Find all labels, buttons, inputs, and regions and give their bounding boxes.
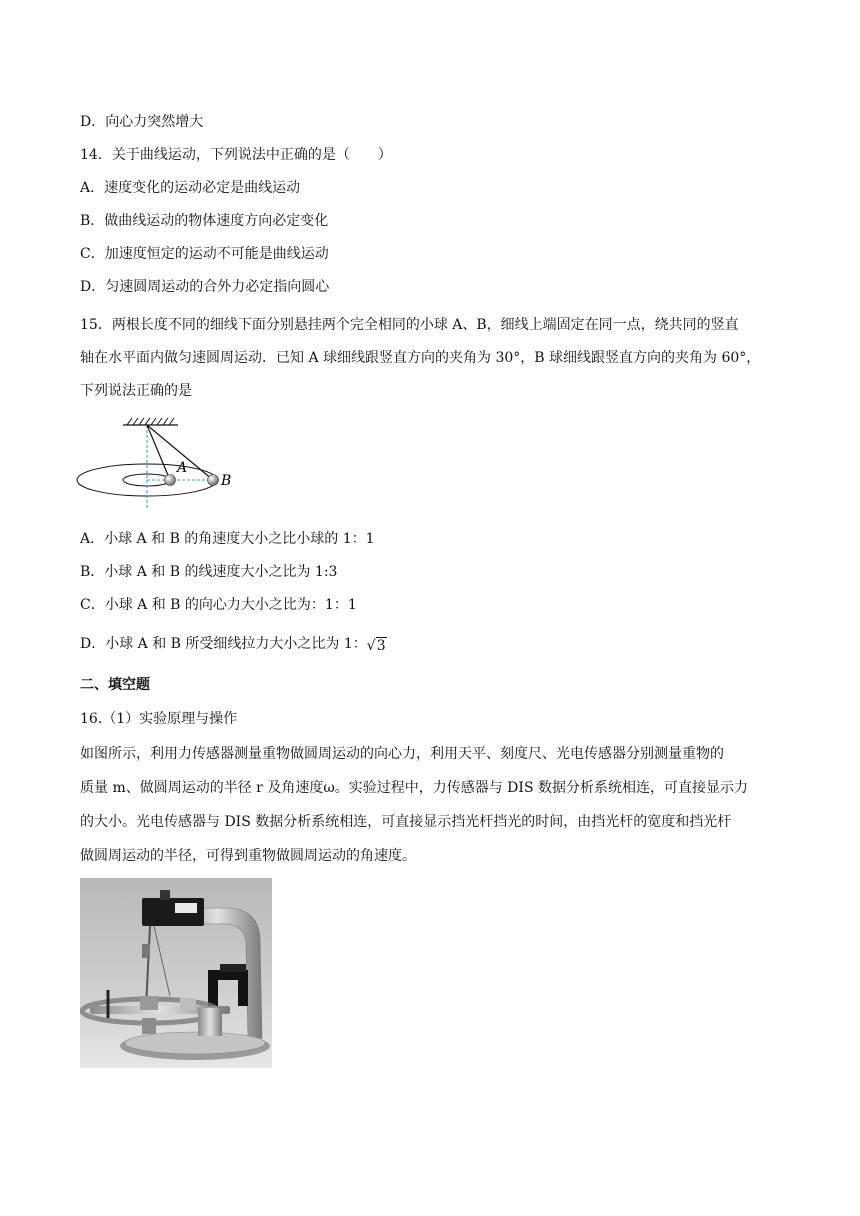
q13-option-d: D．向心力突然增大 — [80, 114, 204, 130]
q16-para-line2: 质量 m、做圆周运动的半径 r 及角速度ω。实验过程中，力传感器与 DIS 数据分析系统相连，可直接显示力 — [80, 780, 748, 796]
q16-subtitle: 16.（1）实验原理与操作 — [80, 711, 238, 727]
sqrt-radicand: 3 — [376, 638, 386, 654]
q15-option-b: B．小球 A 和 B 的线速度大小之比为 1:3 — [80, 564, 338, 580]
q15-stem-line1: 15．两根长度不同的细线下面分别悬挂两个完全相同的小球 A、B，细线上端固定在同一点，绕共同的竖直 — [80, 317, 739, 333]
q14-option-c: C．加速度恒定的运动不可能是曲线运动 — [80, 246, 329, 262]
q14-option-a: A．速度变化的运动必定是曲线运动 — [80, 180, 301, 196]
section-title: 二、填空题 — [80, 677, 150, 693]
label-b: B — [221, 473, 232, 489]
label-a: A — [177, 460, 188, 476]
q15-option-c: C．小球 A 和 B 的向心力大小之比为：1：1 — [80, 597, 357, 613]
q15-option-d — [80, 634, 387, 656]
apparatus-photo — [80, 878, 272, 1068]
q16-para-line3: 的大小。光电传感器与 DIS 数据分析系统相连，可直接显示挡光杆挡光的时间，由挡光杆的宽度和挡光杆 — [80, 814, 732, 830]
q15-option-a: A．小球 A 和 B 的角速度大小之比小球的 1：1 — [80, 531, 375, 547]
q14-stem: 14．关于曲线运动，下列说法中正确的是（ ） — [80, 147, 392, 163]
sqrt-symbol: √3 — [366, 638, 386, 654]
conical-pendulum-figure — [75, 412, 265, 512]
q14-option-b: B．做曲线运动的物体速度方向必定变化 — [80, 213, 329, 229]
q15-stem-line3: 下列说法正确的是 — [80, 383, 192, 399]
ball-b — [208, 475, 219, 486]
q15-stem-line2: 轴在水平面内做匀速圆周运动．已知 A 球细线跟竖直方向的夹角为 30°，B 球细线跟竖直方向的夹角为 60°， — [80, 350, 761, 366]
ball-a — [165, 475, 176, 486]
q16-para-line4: 做圆周运动的半径，可得到重物做圆周运动的角速度。 — [80, 848, 416, 864]
q16-para-line1: 如图所示，利用力传感器测量重物做圆周运动的向心力，利用天平、刻度尺、光电传感器分别测量重物的 — [80, 746, 724, 762]
q14-option-d: D．匀速圆周运动的合外力必定指向圆心 — [80, 279, 330, 295]
q15-option-d-text: D．小球 A 和 B 所受细线拉力大小之比为 1： — [80, 636, 367, 652]
